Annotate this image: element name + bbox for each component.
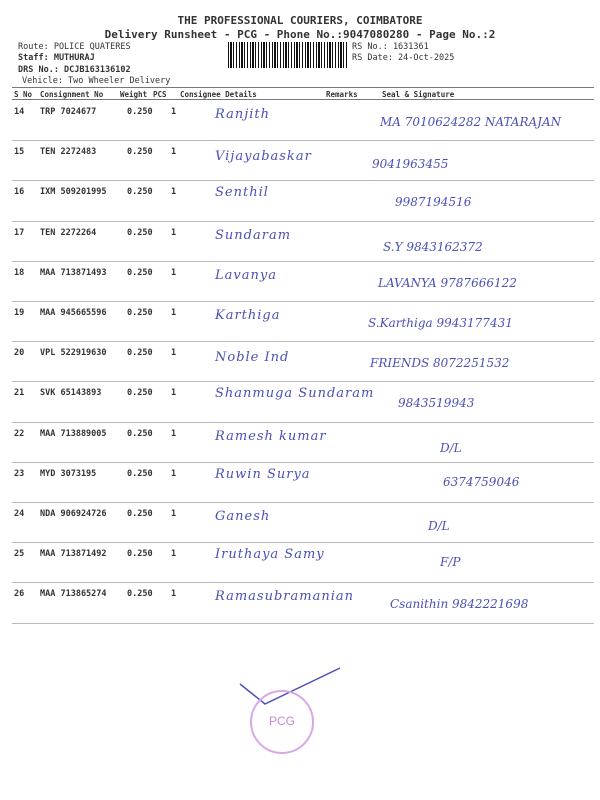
row-consignment: IXM 509201995 <box>40 187 107 198</box>
vehicle-text: Vehicle: Two Wheeler Delivery <box>22 76 171 86</box>
row-weight: 0.250 <box>127 428 153 439</box>
row-weight: 0.250 <box>127 549 153 560</box>
row-consignment: TEN 2272264 <box>40 227 97 238</box>
row-pcs: 1 <box>171 107 177 117</box>
company-title: THE PROFESSIONAL COURIERS, COIMBATORE <box>177 14 423 27</box>
row-consignment: TEN 2272483 <box>40 147 97 158</box>
row-divider <box>12 180 594 181</box>
row-signature: D/L <box>428 519 450 533</box>
row-divider <box>12 140 594 141</box>
rs-no-text: RS No.: 1631361 <box>352 42 429 52</box>
row-pcs: 1 <box>171 267 177 278</box>
route-text: Route: POLICE QUATERES <box>18 42 131 52</box>
row-sno: 15 <box>14 147 25 158</box>
row-consignee-name: Sundaram <box>215 227 292 243</box>
row-signature: LAVANYA 9787666122 <box>378 275 517 290</box>
row-sno: 26 <box>14 589 25 600</box>
col-seal: Seal & Signature <box>382 90 455 99</box>
row-consignment: MAA 945665596 <box>40 308 107 318</box>
row-weight: 0.250 <box>127 107 153 117</box>
row-consignee-name: Ramesh kumar <box>215 428 327 444</box>
row-consignee-name: Vijayabaskar <box>215 149 312 165</box>
row-signature: MA 7010624282 NATARAJAN <box>380 115 562 129</box>
row-consignment: VPL 522919630 <box>40 348 107 359</box>
row-consignment: SVK 65143893 <box>40 388 102 399</box>
row-divider <box>12 221 594 222</box>
row-weight: 0.250 <box>127 509 153 519</box>
row-signature: S.Y 9843162372 <box>383 239 483 254</box>
drs-text: DRS No.: DCJB163136102 <box>18 65 131 75</box>
row-consignee-name: Lavanya <box>215 267 277 283</box>
row-consignment: MAA 713871493 <box>40 267 107 278</box>
row-consignment: TRP 7024677 <box>40 107 97 117</box>
row-pcs: 1 <box>171 187 177 198</box>
barcode <box>228 42 348 68</box>
col-consignee: Consignee Details <box>180 90 257 99</box>
row-signature: 9843519943 <box>398 396 475 411</box>
col-pcs: PCS <box>153 90 167 99</box>
rs-date-text: RS Date: 24-Oct-2025 <box>352 53 455 63</box>
row-signature: Csanithin 9842221698 <box>390 597 529 612</box>
row-pcs: 1 <box>171 348 177 359</box>
row-weight: 0.250 <box>127 348 153 359</box>
row-divider <box>12 261 594 262</box>
row-sno: 25 <box>14 549 25 560</box>
row-pcs: 1 <box>171 308 177 318</box>
row-signature: 9987194516 <box>395 195 472 210</box>
row-pcs: 1 <box>171 388 177 399</box>
row-consignee-name: Ramasubramanian <box>215 589 354 605</box>
row-weight: 0.250 <box>127 267 153 278</box>
row-consignee-name: Senthil <box>215 185 269 201</box>
row-sno: 24 <box>14 509 25 519</box>
row-sno: 22 <box>14 428 25 439</box>
row-weight: 0.250 <box>127 227 153 238</box>
row-pcs: 1 <box>171 468 177 479</box>
col-remarks: Remarks <box>326 90 358 99</box>
row-weight: 0.250 <box>127 589 153 600</box>
row-weight: 0.250 <box>127 388 153 399</box>
row-sno: 16 <box>14 187 25 198</box>
row-divider <box>12 623 594 624</box>
row-signature: 6374759046 <box>443 474 520 489</box>
stamp-text: PCG <box>268 714 295 728</box>
col-consignment: Consignment No <box>40 90 104 99</box>
row-weight: 0.250 <box>127 147 153 158</box>
row-pcs: 1 <box>171 509 177 519</box>
row-divider <box>12 301 594 302</box>
row-pcs: 1 <box>171 227 177 238</box>
row-sno: 18 <box>14 267 25 278</box>
row-weight: 0.250 <box>127 308 153 318</box>
row-consignee-name: Shanmuga Sundaram <box>215 386 375 402</box>
row-pcs: 1 <box>171 147 177 158</box>
row-consignee-name: Ranjith <box>215 107 270 122</box>
row-divider <box>12 422 594 423</box>
row-sno: 14 <box>14 107 25 117</box>
row-consignee-name: Karthiga <box>215 308 281 323</box>
col-weight: Weight <box>120 90 148 99</box>
row-consignment: MYD 3073195 <box>40 468 97 479</box>
row-divider <box>12 542 594 543</box>
row-weight: 0.250 <box>127 187 153 198</box>
row-consignee-name: Iruthaya Samy <box>215 547 325 563</box>
row-signature: FRIENDS 8072251532 <box>370 356 510 371</box>
row-signature: 9041963455 <box>372 157 449 172</box>
staff-text: Staff: MUTHURAJ <box>18 53 95 63</box>
row-pcs: 1 <box>171 428 177 439</box>
row-signature: F/P <box>440 555 461 570</box>
runsheet-subtitle: Delivery Runsheet - PCG - Phone No.:9047080280 - Page No.:2 <box>104 28 496 41</box>
row-divider <box>12 462 594 463</box>
row-pcs: 1 <box>171 549 177 560</box>
table-top-rule <box>12 87 594 88</box>
row-divider <box>12 502 594 503</box>
row-consignment: NDA 906924726 <box>40 509 107 519</box>
row-sno: 20 <box>14 348 25 359</box>
row-divider <box>12 582 594 583</box>
row-sno: 17 <box>14 227 25 238</box>
row-pcs: 1 <box>171 589 177 600</box>
col-sno: S No <box>14 90 33 99</box>
row-sno: 21 <box>14 388 25 399</box>
row-sno: 19 <box>14 308 25 318</box>
row-consignee-name: Ruwin Surya <box>215 466 311 482</box>
header-rule <box>12 99 594 100</box>
row-signature: S.Karthiga 9943177431 <box>368 316 513 330</box>
row-consignee-name: Noble Ind <box>215 350 290 366</box>
row-sno: 23 <box>14 468 25 479</box>
row-consignment: MAA 713889005 <box>40 428 107 439</box>
row-signature: D/L <box>440 440 462 455</box>
row-consignment: MAA 713865274 <box>40 589 107 600</box>
row-weight: 0.250 <box>127 468 153 479</box>
row-divider <box>12 381 594 382</box>
row-consignment: MAA 713871492 <box>40 549 107 560</box>
row-consignee-name: Ganesh <box>215 509 271 524</box>
pcg-stamp <box>250 690 314 754</box>
row-divider <box>12 341 594 342</box>
